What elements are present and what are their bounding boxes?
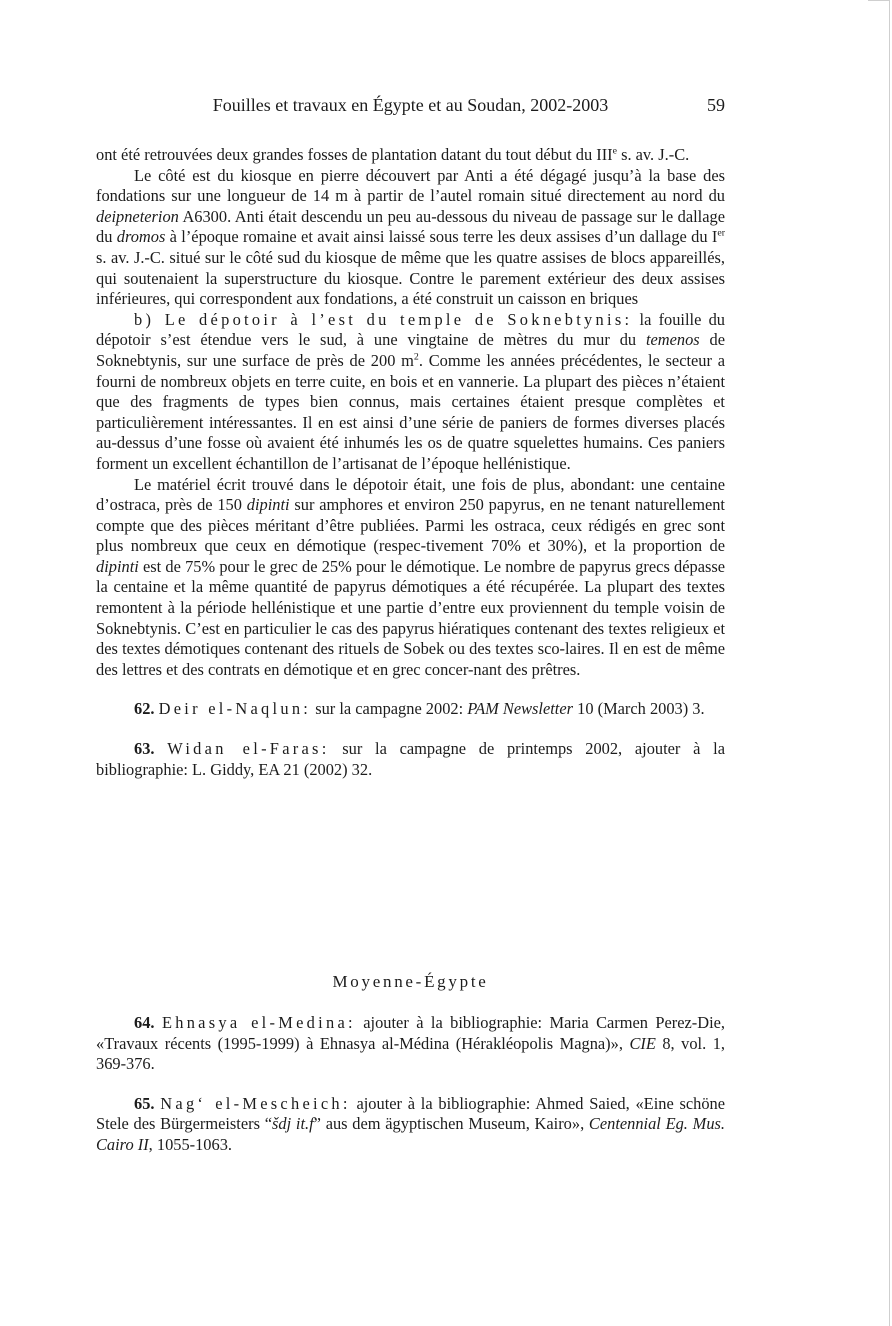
text-run: . Comme les années précédentes, le secteur a fourni de nombreux objets en terre cuite, en bois et en vannerie. La plupart des pièces n’étaient que des fragments de types bien connus, mais certaines étaient presque complètes et particulièrement intéressantes. Il en est ainsi d’une série de paniers de formes diverses placés au-dessus d’une fosse où avaient été inhumés les os de quatre squelettes humains. Ces paniers forment un excellent échantillon de l’artisanat de l’époque hellénistique.: [96, 350, 726, 473]
text-run: 10 (March 2003) 3.: [573, 699, 705, 719]
main-text: [96, 145, 725, 780]
superscript: er: [717, 227, 725, 239]
text-run: Le matériel écrit trouvé dans le dépotoir était, une fois de plus, abondant: une centaine d’ostraca, près de 150: [96, 474, 725, 515]
entry-number: 65.: [134, 1093, 155, 1113]
text-run: 8, vol. 1, 369-376.: [96, 1033, 725, 1074]
italic-term: dipinti: [96, 556, 139, 576]
text-run: ajouter à la bibliographie: Ahmed Saied, «Eine schöne Stele des Bürgermeisters “: [96, 1093, 725, 1134]
page-edge-line: [889, 0, 890, 1326]
text-run: sur la campagne de printemps 2002, ajouter à la bibliographie: L. Giddy, EA 21 (2002) 32.: [96, 739, 725, 779]
italic-term: PAM Newsletter: [467, 699, 574, 719]
text-run: Le côté est du kiosque en pierre découvert par Anti a été dégagé jusqu’à la base des fondations sur une longueur de 14 m à partir de l’autel romain situé directement au nord du: [96, 165, 725, 206]
italic-term: šdj it.f: [272, 1114, 314, 1134]
paragraph-4: [96, 475, 725, 681]
text-run: s. av. J.-C.: [616, 145, 690, 164]
site-name: Deir el-Naqlun:: [158, 699, 312, 719]
page-edge-tick: [868, 0, 890, 1]
text-run: est de 75% pour le grec de 25% pour le démotique. Le nombre de papyrus grecs dépasse la centaine et la même quantité de papyrus démotiques a été récupérée. La plupart des textes remontent à la période hellénistique et une partie d’entre eux proviennent du temple voisin de Soknebtynis. C’est en particulier le cas des papyrus hiératiques contenant des textes religieux et des textes démotiques contenant des rituels de Sobek ou des textes sco-laires. Il en est de même des lettres et des contrats en démotique et en grec concer-nant des prêtres.: [96, 556, 725, 679]
italic-term: dipinti: [246, 495, 290, 515]
entry-65: [96, 1094, 725, 1156]
entry-number: 63.: [134, 739, 155, 759]
superscript: e: [612, 145, 617, 157]
site-name: Ehnasya el-Medina:: [161, 1013, 356, 1032]
page-number: 59: [707, 95, 725, 115]
text-run: sur amphores et environ 250 papyrus, en ne tenant naturellement compte que des pièces méritant d’être publiées. Parmi les ostraca, ceux rédigés en grec sont plus nombreux que ceux en démotique (respec-tivement 70% et 30%), et la proportion de: [96, 495, 725, 556]
site-name: Nag‘ el-Mescheich:: [160, 1093, 351, 1113]
italic-term: CIE: [629, 1033, 656, 1053]
paragraph-2: [96, 166, 725, 310]
text-run: A6300. Anti était descendu un peu au-dessous du niveau de passage sur le dallage du: [96, 206, 725, 247]
subsection-label: b) Le dépotoir à l’est du temple de Soknebtynis:: [134, 309, 633, 329]
text-run: ” aus dem ägyptischen Museum, Kairo»,: [313, 1114, 589, 1134]
text-run: à l’époque romaine et avait ainsi laissé sous terre les deux assises d’un dallage du I: [165, 227, 718, 247]
text-run: de Soknebtynis, sur une surface de près de 200 m: [96, 330, 726, 370]
entry-62: [96, 699, 725, 720]
superscript: 2: [413, 351, 419, 363]
section-entries: [96, 1013, 725, 1156]
text-run: ont été retrouvées deux grandes fosses de plantation datant du tout début du III: [96, 145, 613, 164]
italic-term: temenos: [645, 330, 700, 350]
text-run: s. av. J.-C. situé sur le côté sud du kiosque de même que les quatre assises de blocs appareillés, qui soutenaient la superstructure du kiosque. Contre le parement extérieur des deux assises inférieures, qui correspondent aux fondations, a été construit un caisson en briques: [96, 247, 725, 309]
entry-number: 64.: [134, 1013, 155, 1032]
entry-63: [96, 739, 725, 780]
entry-64: [96, 1013, 725, 1075]
text-run: sur la campagne 2002:: [311, 699, 468, 719]
running-header: [96, 94, 725, 116]
paragraph-3: [96, 310, 725, 475]
paragraph-1: [96, 145, 725, 166]
italic-term: dromos: [116, 227, 166, 247]
section-heading: Moyenne-Égypte: [332, 972, 489, 991]
entry-number: 62.: [134, 699, 155, 719]
text-run: ajouter à la bibliographie: Maria Carmen Perez-Die, «Travaux récents (1995-1999) à Ehnasya al-Médina (Hérakléopolis Magna)»,: [96, 1013, 726, 1053]
site-name: Widan el-Faras:: [167, 739, 330, 759]
italic-term: Centennial Eg. Mus. Cairo II: [96, 1114, 725, 1154]
italic-term: deipneterion: [96, 206, 179, 226]
text-run: , 1055-1063.: [148, 1134, 232, 1154]
running-header-title: Fouilles et travaux en Égypte et au Soudan, 2002-2003: [212, 95, 609, 115]
text-run: la fouille du dépotoir s’est étendue vers le sud, à une vingtaine de mètres du mur du: [96, 309, 725, 350]
